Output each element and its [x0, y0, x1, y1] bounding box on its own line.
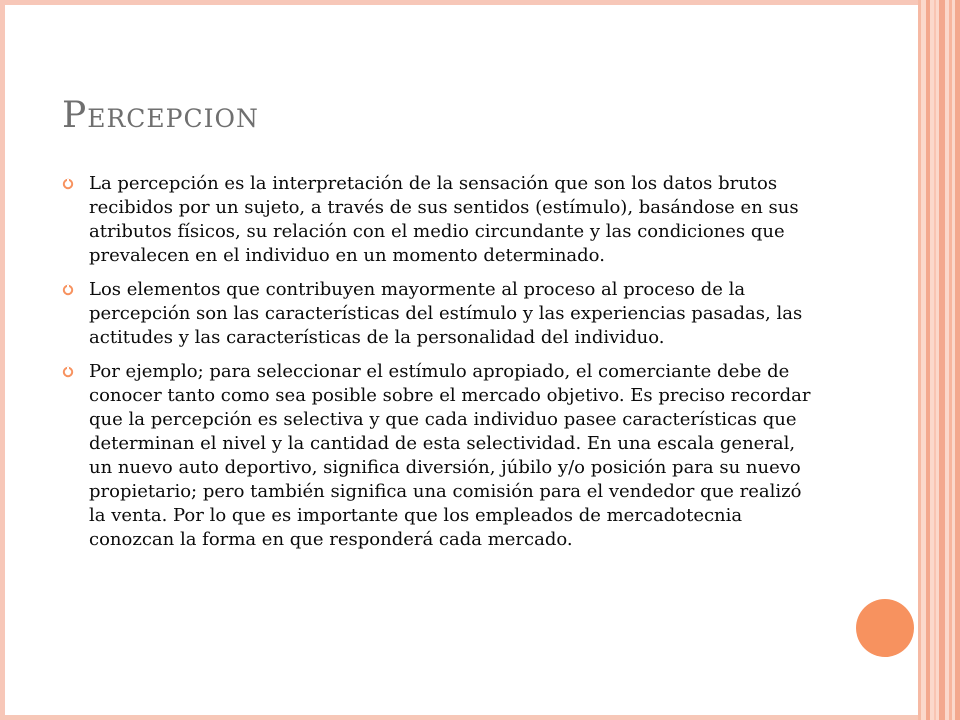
- bullet-text: La percepción es la interpretación de la sensación que son los datos brutos recibidos por un sujeto, a través de sus sentidos (estímulo), basándose en sus atributos físicos, su relación con el medio circundante y las condiciones que prevalecen en el individuo en un momento determinado.: [89, 173, 799, 266]
- bullet-ring-icon: [62, 178, 74, 190]
- right-stripe: [939, 0, 945, 720]
- right-stripe: [918, 0, 921, 720]
- slide-title: Percepcion: [62, 95, 259, 136]
- frame-top-border: [0, 0, 918, 5]
- frame-left-border: [0, 0, 5, 720]
- right-stripe: [934, 0, 936, 720]
- frame-bottom-border: [0, 715, 918, 720]
- bullet-item: [62, 278, 822, 350]
- bullet-text: Por ejemplo; para seleccionar el estímulo apropiado, el comerciante debe de conocer tanto como sea posible sobre el mercado objetivo. Es preciso recordar que la percepción es selectiva y que cada individuo pasee características que determinan el nivel y la cantidad de esta selectividad. En una escala general, un nuevo auto deportivo, significa diversión, júbilo y/o posición para su nuevo propietario; pero también significa una comisión para el vendedor que realizó la venta. Por lo que es importante que los empleados de mercadotecnia conozcan la forma en que responderá cada mercado.: [89, 361, 811, 550]
- bullet-ring-icon: [62, 366, 74, 378]
- bullet-list: [62, 172, 822, 562]
- bullet-text: Los elementos que contribuyen mayormente al proceso al proceso de la percepción son las características del estímulo y las experiencias pasadas, las actitudes y las características de la personalidad del individuo.: [89, 279, 803, 348]
- bullet-item: [62, 360, 822, 552]
- right-stripe: [949, 0, 952, 720]
- bullet-ring-icon: [62, 284, 74, 296]
- bullet-item: [62, 172, 822, 268]
- decorative-circle: [856, 599, 914, 657]
- right-stripe: [926, 0, 930, 720]
- right-stripe: [955, 0, 960, 720]
